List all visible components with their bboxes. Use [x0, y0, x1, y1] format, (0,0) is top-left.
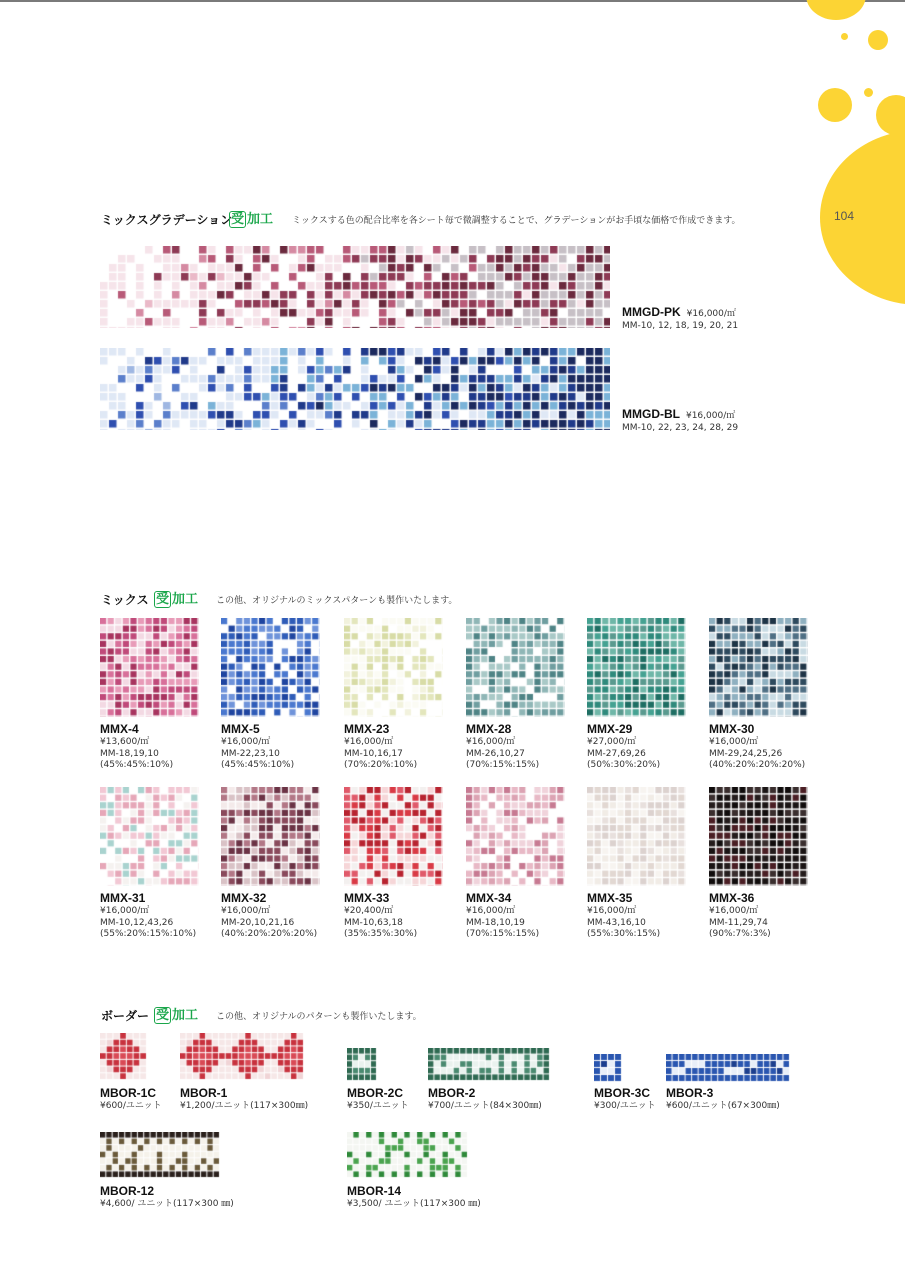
product-price: ¥16,000/㎡ — [100, 906, 150, 916]
product-code: MMX-23 — [344, 722, 390, 736]
product-mix: MM-20,10,21,16 — [221, 917, 295, 928]
product-code: MMGD-BL — [622, 407, 680, 421]
mosaic-swatch-mmx-23 — [344, 618, 443, 717]
product-price: ¥3,500/ ユニット(117×300 ㎜) — [347, 1199, 481, 1209]
product-ratio: (50%:30%:20%) — [587, 760, 661, 770]
gradation-processing-badge — [229, 208, 273, 228]
border-swatch-mbor-2 — [428, 1048, 550, 1081]
product-ratio: (55%:30%:15%) — [587, 929, 661, 939]
product-code: MMX-36 — [709, 891, 755, 905]
decorative-circle-top — [806, 0, 866, 20]
border-swatch-mbor-1 — [180, 1033, 304, 1080]
product-ratio: (35%:35%:30%) — [344, 929, 418, 939]
border-swatch-mbor-14 — [347, 1132, 468, 1178]
product-ratio: (70%:15%:15%) — [466, 929, 540, 939]
product-label-mmgd-bl — [622, 403, 738, 433]
product-code: MBOR-1C — [100, 1086, 156, 1100]
product-code: MMX-31 — [100, 891, 146, 905]
product-mix: MM-10, 22, 23, 24, 28, 29 — [622, 423, 739, 433]
product-ratio: (40%:20%:20%:20%) — [221, 929, 318, 939]
product-mix: MM-18,10,19 — [466, 917, 525, 928]
product-price: ¥600/ユニット(67×300㎜) — [666, 1101, 780, 1111]
mix-section-title: ミックス — [101, 593, 149, 607]
mosaic-swatch-mmx-5 — [221, 618, 320, 717]
product-code: MBOR-1 — [180, 1086, 228, 1100]
mosaic-swatch-mmx-34 — [466, 787, 565, 886]
mosaic-swatch-mmx-33 — [344, 787, 443, 886]
mosaic-gradation-blue — [100, 348, 610, 430]
mosaic-gradation-pink — [100, 246, 610, 328]
mosaic-swatch-mmx-36 — [709, 787, 808, 886]
decorative-circle-dot-3 — [864, 88, 873, 97]
product-code: MMX-4 — [100, 722, 139, 736]
product-mix: MM-27,69,26 — [587, 748, 646, 759]
top-rule — [0, 0, 905, 2]
product-code: MMX-32 — [221, 891, 267, 905]
product-price: ¥350/ユニット — [347, 1101, 409, 1111]
product-price: ¥16,000/㎡ — [344, 737, 394, 747]
mosaic-swatch-mmx-28 — [466, 618, 565, 717]
product-code: MMX-33 — [344, 891, 390, 905]
product-mix: MM-22,23,10 — [221, 748, 280, 759]
badge-box: 受 — [156, 592, 170, 607]
product-price: ¥16,000/㎡ — [685, 411, 736, 421]
border-swatch-mbor-1c — [100, 1033, 147, 1080]
product-code: MBOR-2 — [428, 1086, 476, 1100]
product-price: ¥4,600/ ユニット(117×300 ㎜) — [100, 1199, 234, 1209]
gradation-section-title: ミックスグラデーション — [101, 213, 233, 227]
product-mix: MM-29,24,25,26 — [709, 748, 783, 759]
product-price: ¥16,000/㎡ — [221, 737, 271, 747]
product-mix: MM-43,16,10 — [587, 917, 646, 928]
product-mix: MM-26,10,27 — [466, 748, 525, 759]
mosaic-swatch-mmx-29 — [587, 618, 686, 717]
decorative-circle-dot-1 — [868, 30, 888, 50]
product-mix: MM-18,19,10 — [100, 748, 159, 759]
decorative-circle-large — [820, 130, 905, 305]
product-code: MMX-35 — [587, 891, 633, 905]
product-label-mmgd-pk — [622, 301, 738, 331]
product-ratio: (40%:20%:20%:20%) — [709, 760, 806, 770]
badge-text: 加工 — [172, 1008, 199, 1023]
border-swatch-mbor-3c — [594, 1054, 622, 1082]
badge-box: 受 — [231, 212, 245, 227]
product-price: ¥1,200/ユニット(117×300㎜) — [180, 1101, 309, 1111]
product-ratio: (70%:20%:10%) — [344, 760, 418, 770]
product-price: ¥16,000/㎡ — [709, 737, 759, 747]
product-price: ¥16,000/㎡ — [709, 906, 759, 916]
product-price: ¥16,000/㎡ — [221, 906, 271, 916]
mosaic-swatch-mmx-4 — [100, 618, 199, 717]
product-code: MMX-34 — [466, 891, 512, 905]
border-swatch-mbor-12 — [100, 1132, 220, 1178]
decorative-circle-right — [876, 95, 905, 135]
badge-text: 加工 — [247, 212, 274, 227]
product-ratio: (70%:15%:15%) — [466, 760, 540, 770]
product-mix: MM-10,12,43,26 — [100, 917, 174, 928]
page-number: 104 — [834, 209, 855, 223]
product-code: MBOR-2C — [347, 1086, 403, 1100]
product-price: ¥16,000/㎡ — [587, 906, 637, 916]
product-price: ¥20,400/㎡ — [344, 906, 394, 916]
product-price: ¥600/ユニット — [100, 1101, 162, 1111]
product-price: ¥300/ユニット — [594, 1101, 656, 1111]
product-mix: MM-10, 12, 18, 19, 20, 21 — [622, 321, 739, 331]
product-price: ¥700/ユニット(84×300㎜) — [428, 1101, 542, 1111]
product-code: MBOR-3C — [594, 1086, 650, 1100]
product-code: MBOR-14 — [347, 1184, 402, 1198]
mosaic-swatch-mmx-30 — [709, 618, 808, 717]
border-processing-badge — [154, 1004, 198, 1024]
product-mix: MM-10,63,18 — [344, 917, 403, 928]
border-description: この他、オリジナルのパターンも製作いたします。 — [216, 1012, 422, 1022]
decorative-circle-dot-2 — [841, 33, 848, 40]
mosaic-swatch-mmx-31 — [100, 787, 199, 886]
mosaic-swatch-mmx-32 — [221, 787, 320, 886]
product-mix: MM-11,29,74 — [709, 917, 768, 928]
border-swatch-mbor-3 — [666, 1054, 790, 1082]
mosaic-swatch-mmx-35 — [587, 787, 686, 886]
product-ratio: (90%:7%:3%) — [709, 929, 771, 939]
product-price: ¥16,000/㎡ — [466, 906, 516, 916]
product-code: MBOR-3 — [666, 1086, 714, 1100]
product-code: MMX-5 — [221, 722, 260, 736]
product-code: MBOR-12 — [100, 1184, 155, 1198]
product-code: MMX-28 — [466, 722, 512, 736]
product-code: MMX-30 — [709, 722, 755, 736]
product-code: MMGD-PK — [622, 305, 681, 319]
product-price: ¥27,000/㎡ — [587, 737, 637, 747]
product-code: MMX-29 — [587, 722, 633, 736]
decorative-circle-mid — [818, 88, 852, 122]
border-section-title: ボーダー — [101, 1009, 150, 1023]
product-ratio: (45%:45%:10%) — [100, 760, 174, 770]
product-mix: MM-10,16,17 — [344, 748, 403, 759]
border-swatch-mbor-2c — [347, 1048, 377, 1081]
product-price: ¥13,600/㎡ — [100, 737, 150, 747]
product-price: ¥16,000/㎡ — [686, 309, 736, 319]
mix-processing-badge — [154, 588, 198, 608]
product-ratio: (45%:45%:10%) — [221, 760, 295, 770]
product-ratio: (55%:20%:15%:10%) — [100, 929, 197, 939]
badge-text: 加工 — [172, 592, 199, 607]
badge-box: 受 — [156, 1008, 170, 1023]
product-price: ¥16,000/㎡ — [466, 737, 516, 747]
gradation-description: ミックスする色の配合比率を各シート毎で微調整することで、グラデーションがお手頃な価格で作成できます。 — [292, 216, 741, 226]
mix-description: この他、オリジナルのミックスパターンも製作いたします。 — [216, 596, 458, 606]
